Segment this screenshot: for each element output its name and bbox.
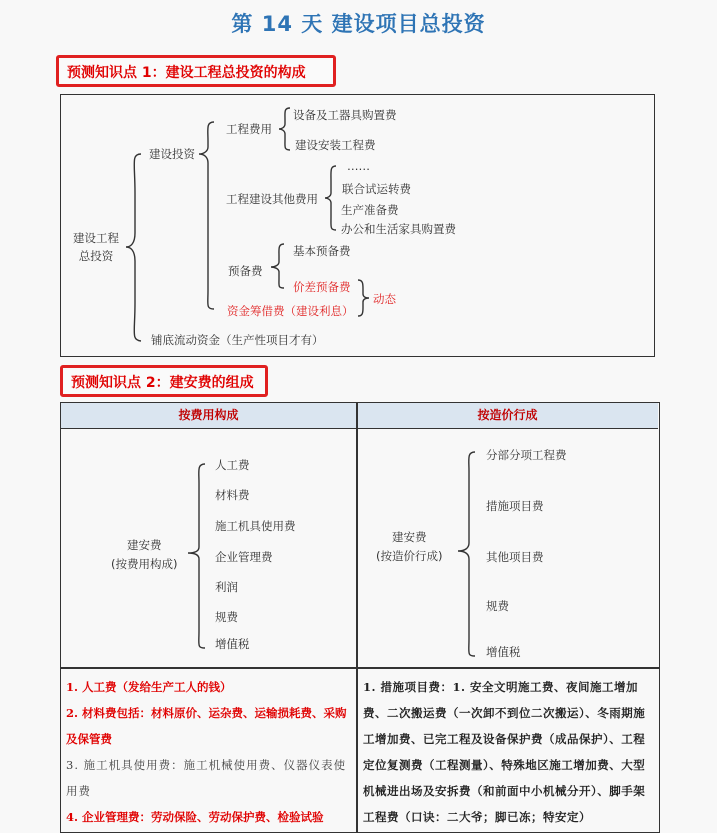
root-line-2: 总投资 bbox=[78, 249, 114, 263]
table-header-by-price: 按造价行成 bbox=[357, 403, 658, 429]
node-other-cost: 工程建设其他费用 bbox=[226, 192, 318, 206]
left-item-fees: 规费 bbox=[215, 610, 238, 624]
node-reserve: 预备费 bbox=[228, 264, 263, 278]
left-item-vat: 增值税 bbox=[215, 637, 250, 651]
other-item-production-prep: 生产准备费 bbox=[341, 203, 399, 217]
left-item-material: 材料费 bbox=[215, 488, 250, 502]
right-item-subdivision: 分部分项工程费 bbox=[486, 448, 567, 462]
investment-composition-diagram bbox=[60, 94, 655, 357]
right-root-line-1: 建安费 bbox=[391, 530, 427, 544]
brace-root bbox=[125, 153, 145, 343]
root-node bbox=[73, 229, 119, 265]
note-machinery: 3. 施工机具使用费：施工机械使用费、仪器仪表使用费 bbox=[66, 758, 347, 798]
brace-left-cost bbox=[187, 463, 209, 649]
section-2-label: 预测知识点 2：建安费的组成 bbox=[60, 365, 268, 397]
left-item-labor: 人工费 bbox=[215, 458, 250, 472]
right-item-fees: 规费 bbox=[486, 599, 509, 613]
left-item-profit: 利润 bbox=[215, 580, 238, 594]
left-item-machinery: 施工机具使用费 bbox=[215, 519, 296, 533]
engineering-item-equipment: 设备及工器具购置费 bbox=[293, 108, 397, 122]
brace-other-cost bbox=[324, 165, 338, 231]
column-divider bbox=[356, 403, 358, 832]
row-divider bbox=[61, 667, 659, 669]
reserve-item-basic: 基本预备费 bbox=[293, 244, 351, 258]
reserve-item-price-difference: 价差预备费 bbox=[293, 280, 351, 294]
engineering-item-installation: 建设安装工程费 bbox=[295, 138, 376, 152]
other-item-trial-run: 联合试运转费 bbox=[342, 182, 411, 196]
left-notes bbox=[66, 674, 351, 830]
brace-dynamic bbox=[357, 279, 371, 317]
right-item-measures: 措施项目费 bbox=[486, 499, 544, 513]
brace-construction-investment bbox=[198, 121, 218, 311]
note-material: 2. 材料费包括：材料原价、运杂费、运输损耗费、采购及保管费 bbox=[66, 706, 347, 746]
node-construction-investment: 建设投资 bbox=[149, 147, 195, 161]
root-line-1: 建设工程 bbox=[73, 231, 119, 245]
right-notes bbox=[363, 674, 655, 830]
node-financing: 资金筹借费（建设利息） bbox=[227, 304, 354, 318]
brace-reserve bbox=[270, 243, 286, 289]
dynamic-label: 动态 bbox=[373, 292, 396, 306]
note-measures: 1. 措施项目费：1. 安全文明施工费、夜间施工增加费、二次搬运费（一次卸不到位二次搬运）、冬雨期施工增加费、已完工程及设备保护费（成品保护）、工程定位复测费（工程测量）、特殊地区施工增加费、大型机械进出场及安拆费（和前面中小机械分开）、脚手架工程费（口诀：二大爷；脚已冻；特安定） bbox=[363, 680, 646, 824]
page-title: 第 14 天 建设项目总投资 bbox=[231, 12, 486, 36]
note-management: 4. 企业管理费：劳动保险、劳动保护费、检验试验 bbox=[66, 810, 324, 824]
left-root-node bbox=[111, 536, 177, 574]
brace-right-price bbox=[457, 451, 479, 657]
node-engineering-cost: 工程费用 bbox=[226, 122, 272, 136]
node-working-capital: 铺底流动资金（生产性项目才有） bbox=[151, 333, 324, 347]
other-item-furniture: 办公和生活家具购置费 bbox=[341, 222, 456, 236]
brace-engineering-cost bbox=[278, 107, 292, 151]
table-header-by-cost: 按费用构成 bbox=[61, 403, 356, 429]
left-root-line-2: (按费用构成) bbox=[111, 557, 178, 571]
construction-cost-table bbox=[60, 402, 660, 833]
right-root-line-2: (按造价行成) bbox=[376, 549, 443, 563]
left-item-management: 企业管理费 bbox=[215, 550, 273, 564]
right-item-vat: 增值税 bbox=[486, 645, 521, 659]
section-1-label: 预测知识点 1：建设工程总投资的构成 bbox=[56, 55, 336, 87]
other-item-ellipsis: …… bbox=[347, 159, 370, 173]
note-labor: 1. 人工费（发给生产工人的钱） bbox=[66, 680, 232, 694]
left-root-line-1: 建安费 bbox=[126, 538, 162, 552]
right-item-other: 其他项目费 bbox=[486, 550, 544, 564]
right-root-node bbox=[376, 528, 442, 566]
